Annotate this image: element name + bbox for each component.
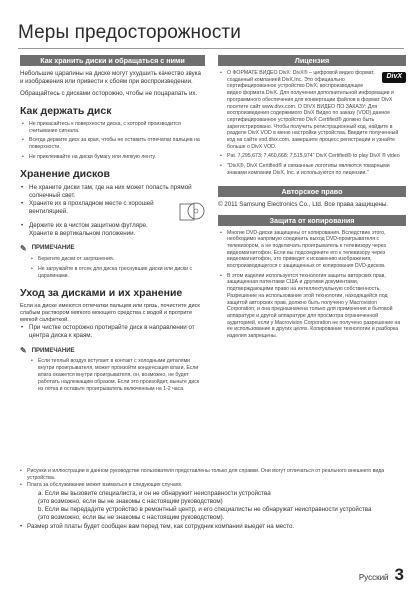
list-item: • Pat. 7,295,673; 7,460,668; 7,515,974" DivX Certified® to play DivX ® video	[218, 153, 406, 160]
disc-case-illustration	[179, 200, 205, 222]
list-item: • Всегда держите диск за края, чтобы не оставить отпечатки пальцев на поверхности.	[20, 137, 205, 150]
copy-protection-section-bar: Защита от копирования	[218, 215, 406, 226]
title-divider	[18, 48, 404, 49]
list-item: • При чистке осторожно протирайте диск в направлении от центра диска к краям.	[20, 324, 205, 340]
case-b-note: (это возможно, если вы не знакомы с настоящим руководством).	[38, 514, 225, 521]
list-item: • Не приклеивайте на диски бумагу или липкую ленту.	[20, 154, 205, 161]
intro-paragraph-2: Обращайтесь с дисками осторожно, чтобы не поцарапать их.	[20, 90, 198, 97]
storage-tail-text: Храните в вертикальном положении.	[29, 229, 136, 237]
storage-item-text: • Храните их в прохладном месте с хорошей вентиляцией.	[29, 199, 154, 215]
bottom-list	[18, 468, 408, 489]
note-header	[20, 244, 205, 253]
footer-language: Русский	[358, 573, 389, 582]
divx-logo: • DivX	[382, 72, 406, 83]
copy-protection-list	[218, 230, 406, 340]
storage-heading: Хранение дисков	[20, 167, 110, 180]
bottom-notes	[18, 468, 408, 531]
list-item: • Рисунки и иллюстрации в данном руководстве пользователя представлены только для справки. Они могут отличаться от реального внешнего вида устройства.	[18, 468, 408, 482]
page-number: 3	[394, 565, 404, 584]
note-label: ПРИМЕЧАНИЕ	[31, 347, 75, 354]
list-item: • Не храните диски там, где на них может попасть прямой солнечный свет.	[20, 184, 205, 200]
copyright-section-bar: Авторское право	[218, 186, 406, 197]
note-label: ПРИМЕЧАНИЕ	[31, 245, 75, 252]
hold-disc-list	[20, 121, 205, 161]
list-item: • Плата за обслуживание может взиматься в следующих случаях.	[18, 482, 408, 489]
case-a: а. Если вы вызовите специалиста, и он не обнаружит неисправности устройства	[38, 490, 271, 497]
care-heading: Уход за дисками и их хранение	[20, 286, 183, 299]
storage-notes	[20, 256, 205, 280]
service-fee-cases	[18, 490, 408, 522]
note-item: • Берегите диски от загрязнения.	[30, 256, 205, 263]
list-item: • "DivX®, DivX Certified® и связанные логотипы являются товарными знаками компании DivX, Inc. и используются по лицензии."	[218, 163, 406, 176]
note-pencil-icon: ✎	[20, 243, 27, 253]
list-item: • Не прикасайтесь к поверхности диска, с которой производится считывание сигнала.	[20, 121, 205, 134]
note-item: • Если теплый воздух вступает в контакт с холодными деталями внутри проигрывателя, может произойти конденсация влаги. Если влага окажется внутри проигрывателя, он, возможно, не будет работать надлежащим образом. Если это произойдет, выньте диск из лотка и оставьте проигрыватель включенным на 1-2 часа.	[30, 358, 205, 393]
care-notes	[20, 358, 205, 393]
right-column	[218, 55, 406, 343]
list-item	[20, 200, 205, 222]
intro-paragraph-1: Небольшие царапины на диске могут ухудшить качество звука и изображения или привести к сбоям при воспроизведении.	[20, 70, 202, 85]
list-item: • В этом изделии используется технология защиты авторских прав, защищенная патентами США и другими документами, подтверждающими право на интеллектуальную собственность. Разрешение на использование этой технологии, находящейся под защитой авторских прав, должно быть получено у Macrovision Corporation; и она предназначена только для применения в бытовой аппаратуре и другой аппаратуре для просмотра ограниченной аудиторией, если у Macrovision Corporation не получено разрешение на ее использование в других целях. Копирование технологии и разборка изделия запрещены.	[218, 273, 406, 340]
page-footer	[359, 565, 404, 585]
fee-notice: • Размер этой платы будет сообщен вам перед тем, как сотрудник компании выедет на место.	[18, 523, 408, 531]
list-item: • Держите их в чистом защитном футляре.	[20, 222, 205, 230]
list-item: • Многие DVD-диски защищены от копирования. Вследствие этого, необходимо напрямую соединить выход DVD-проигрывателя с телевизором, а не подключать проигрыватель к телевизору через видеомагнитофон. Если вы подсоедините его к телевизору через видеомагнитофон, это приведет к искажению изображения, воспроизводящегося с защищенных от копирования DVD-дисков.	[218, 230, 406, 270]
note-pencil-icon: ✎	[20, 346, 27, 356]
license-item-text: О ФОРМАТЕ ВИДЕО DivX: DivX® – цифровой видео формат, созданный компанией DivX,Inc. Это официально сертифицированное устройство DivX, воспроизводящее видео формата DivX. Для получения дополнительной информации и программного обеспечения для конвертации файлов в формат DivX посетите сайт www.divx.com. О DIVX ВИДЕО ПО ЗАКАЗУ: Для воспроизведения содержимого DivX Видео по заказу (VOD) данное сертифицированное устройство DivX Certified® должно быть зарегистрировано. Чтобы получить регистрационный код, найдите в разделе DivX VOD в меню настройки устройства. Введите полученный код на сайте vod.divx.com, завершите процесс регистрации и узнайте больше о DivX VOD.	[227, 70, 399, 150]
copyright-text: © 2011 Samsung Electronics Co., Ltd. Все права защищены.	[218, 200, 389, 208]
note-item: • Не загружайте в отсек для диска треснувшие диски или диски с царапинами.	[30, 266, 205, 280]
storage-list	[20, 184, 205, 230]
list-item	[218, 70, 406, 150]
care-list	[20, 324, 205, 340]
care-intro: Если на диске имеются отпечатки пальцев или грязь, почистите диск слабым раствором мягкого моющего средства с водой и протрите мягкой салфеткой.	[20, 302, 200, 323]
hold-disc-heading: Как держать диск	[20, 105, 112, 117]
page-title: Меры предосторожности	[18, 22, 241, 43]
left-column	[20, 55, 205, 396]
case-a-note: (это возможно, если вы не знакомы с настоящим руководством)	[38, 498, 223, 505]
case-b: b. Если вы передадите устройство в ремонтный центр, и его специалисты не обнаружат неисправности устройства	[38, 506, 372, 513]
note-header	[20, 346, 205, 355]
license-list	[218, 70, 406, 177]
license-section-bar: Лицензия	[218, 55, 406, 66]
disc-care-section-bar: Как хранить диски и обращаться с ними	[20, 55, 205, 66]
